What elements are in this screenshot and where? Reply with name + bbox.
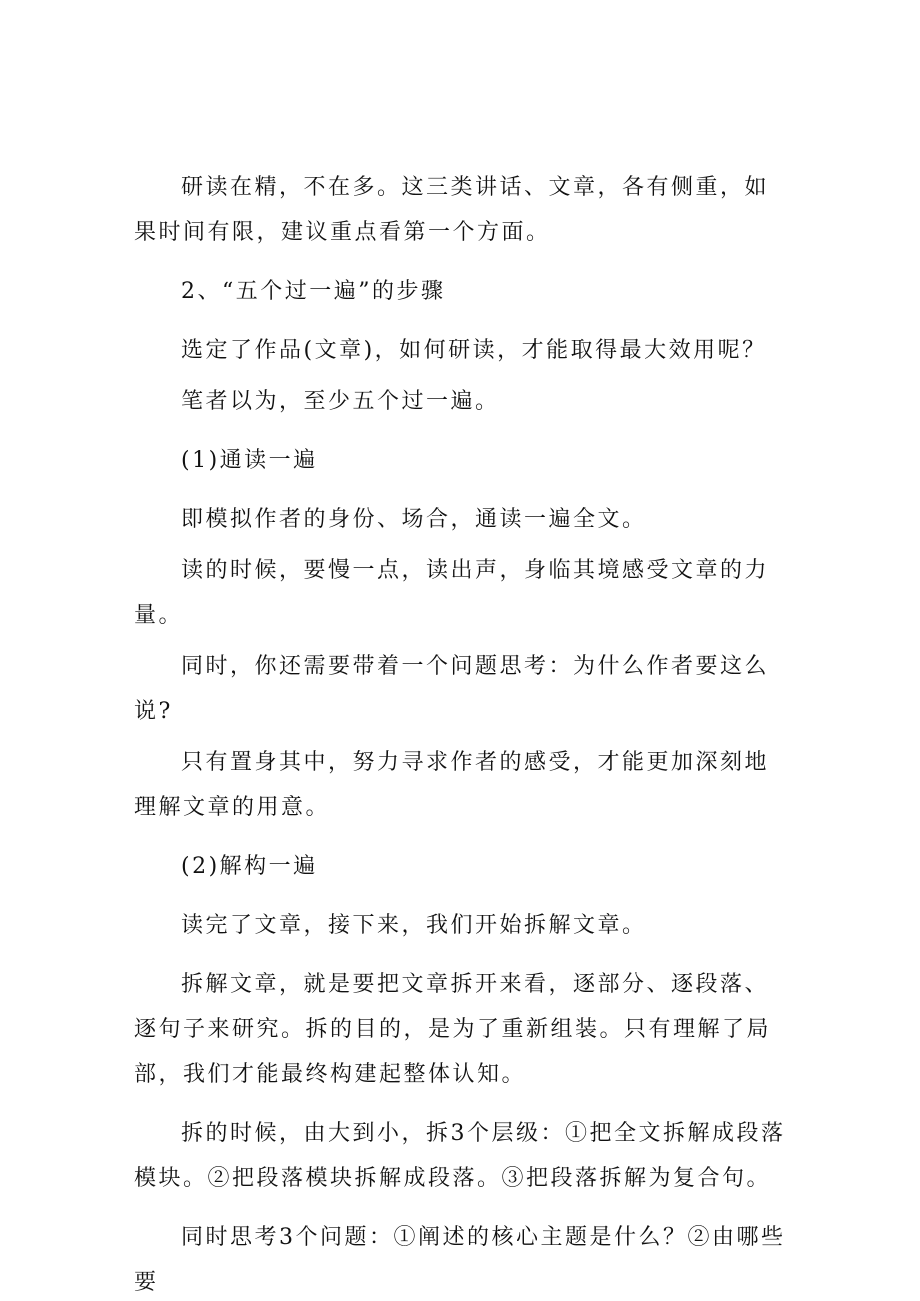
subheading-read-through: (1)通读一遍 xyxy=(181,448,318,473)
paragraph-three-questions: 同时思考3个问题：①阐述的核心主题是什么？②由哪些要 xyxy=(134,1225,786,1295)
paragraph-three-levels: 拆的时候，由大到小，拆3个层级：①把全文拆解成段落模块。②把段落模块拆解成段落。③把段落拆解为复合句。 xyxy=(134,1121,786,1191)
paragraph-simulate-author: 即模拟作者的身份、场合，通读一遍全文。 xyxy=(181,507,647,532)
paragraph-immerse: 只有置身其中，努力寻求作者的感受，才能更加深刻地理解文章的用意。 xyxy=(134,750,770,820)
paragraph-intensive-reading: 研读在精，不在多。这三类讲话、文章，各有侧重，如果时间有限，建议重点看第一个方面。 xyxy=(134,175,770,245)
paragraph-deconstruct-purpose: 拆解文章，就是要把文章拆开来看，逐部分、逐段落、逐句子来研究。拆的目的，是为了重新组装。只有理解了局部，我们才能最终构建起整体认知。 xyxy=(134,972,772,1087)
subheading-deconstruct: (2)解构一遍 xyxy=(181,854,318,879)
paragraph-read-slowly: 读的时候，要慢一点，读出声，身临其境感受文章的力量。 xyxy=(134,558,770,628)
document-body xyxy=(134,165,788,1301)
paragraph-how-to-study: 选定了作品(文章)，如何研读，才能取得最大效用呢？ xyxy=(181,338,767,363)
paragraph-ask-why: 同时，你还需要带着一个问题思考：为什么作者要这么说? xyxy=(134,654,770,724)
section-heading-five-passes: 2、“五个过一遍”的步骤 xyxy=(181,279,446,304)
paragraph-five-passes: 笔者以为，至少五个过一遍。 xyxy=(181,389,500,414)
paragraph-start-deconstructing: 读完了文章，接下来，我们开始拆解文章。 xyxy=(181,913,647,938)
